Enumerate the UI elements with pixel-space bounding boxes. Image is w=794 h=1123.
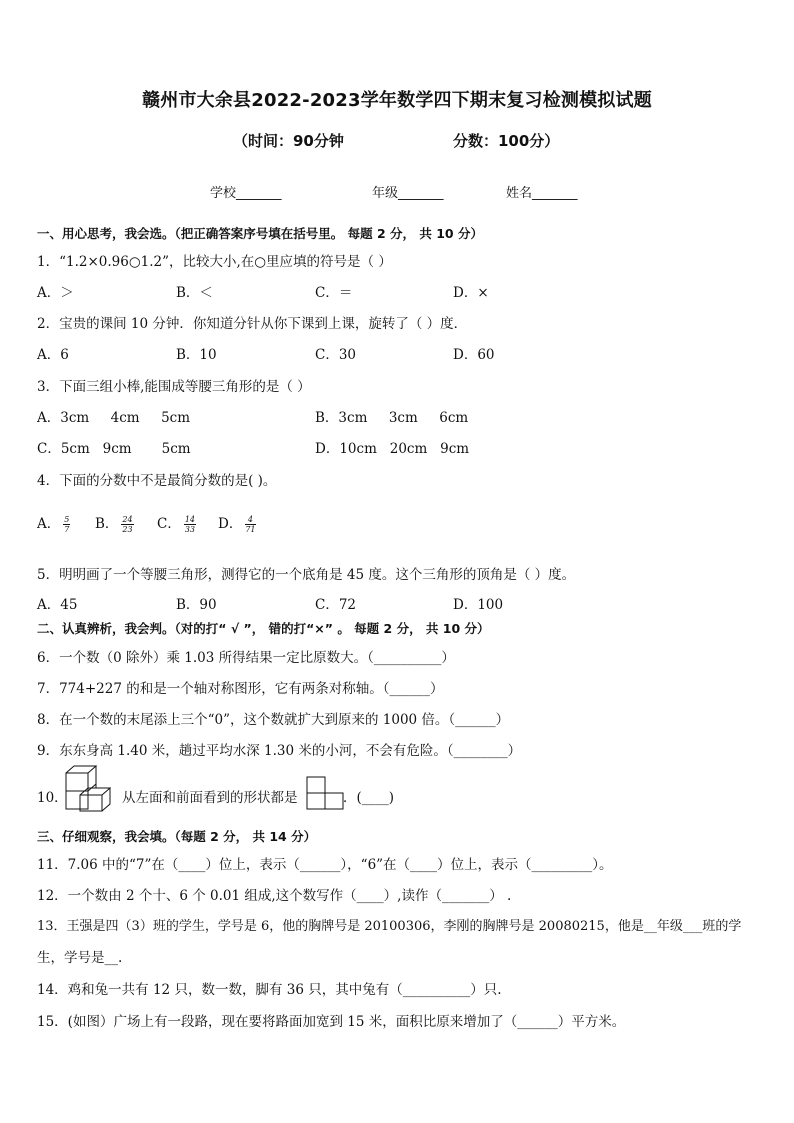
q4-fraction-b: $\frac{24}{23}$ (122, 515, 133, 534)
view-shape-figure (305, 775, 345, 811)
q5-option-d[interactable]: D．100 (453, 597, 504, 613)
section3-heading: 三、仔细观察，我会填。（每题 2 分， 共 14 分） (37, 829, 317, 844)
question-6: 6．一个数（0 除外）乘 1.03 所得结果一定比原数大。（__________） (37, 650, 455, 666)
q3-option-d[interactable]: D．10cm 20cm 9cm (315, 441, 470, 457)
question-12: 12．一个数由 2 个十、6 个 0.01 组成,这个数写作（____）,读作（_______） . (37, 888, 512, 904)
exam-time: （时间：90分钟 (233, 132, 344, 150)
q4-option-c[interactable] (157, 512, 196, 534)
q4-option-b-label: B． (95, 516, 119, 532)
question-9: 9．东东身高 1.40 米，趟过平均水深 1.30 米的小河，不会有危险。（________） (37, 743, 522, 759)
q5-option-a[interactable]: A．45 (37, 597, 78, 613)
q5-option-c[interactable]: C．72 (315, 597, 357, 613)
q4-option-d[interactable] (218, 512, 256, 534)
q3-option-a[interactable]: A．3cm 4cm 5cm (37, 410, 191, 426)
question-10-text: 从左面和前面看到的形状都是 (122, 790, 298, 806)
q2-option-d[interactable]: D．60 (453, 347, 495, 363)
question-5: 5．明明画了一个等腰三角形，测得它的一个底角是 45 度。这个三角形的顶角是（ ）度。 (37, 567, 576, 583)
q4-option-a-label: A． (37, 516, 61, 532)
question-3: 3．下面三组小棒,能围成等腰三角形的是（ ） (37, 379, 311, 395)
question-14: 14．鸡和兔一共有 12 只，数一数，脚有 36 只，其中兔有（__________）只. (37, 982, 502, 998)
q2-option-c[interactable]: C．30 (315, 347, 357, 363)
question-8: 8．在一个数的末尾添上三个“0”，这个数就扩大到原来的 1000 倍。（______） (37, 712, 510, 728)
question-10-answer: ．(____) (343, 790, 395, 806)
question-1: 1．“1.2×0.96○1.2”，比较大小,在○里应填的符号是（ ） (37, 254, 392, 270)
question-13-line1: 13．王强是四（3）班的学生，学号是 6，他的胸牌号是 20100306，李刚的胸牌号是 20080215，他是__年级___班的学 (37, 919, 742, 934)
q1-option-c[interactable]: C．＝ (315, 285, 353, 301)
section2-heading: 二、认真辨析，我会判。（对的打“ √ ”， 错的打“×” 。 每题 2 分， 共 10 分） (37, 621, 490, 636)
q3-option-c[interactable]: C．5cm 9cm 5cm (37, 441, 191, 457)
q4-fraction-a: $\frac{5}{7}$ (64, 515, 70, 534)
question-7: 7．774+227 的和是一个轴对称图形，它有两条对称轴。（______） (37, 681, 444, 697)
q4-option-c-label: C． (157, 516, 181, 532)
q4-fraction-d: $\frac{4}{71}$ (245, 515, 256, 534)
q2-option-b[interactable]: B．10 (176, 347, 217, 363)
q4-option-a[interactable] (37, 512, 70, 534)
q4-option-d-label: D． (218, 516, 243, 532)
section1-heading: 一、用心思考，我会选。（把正确答案序号填在括号里。 每题 2 分， 共 10 分） (37, 226, 483, 241)
q3-option-b[interactable]: B．3cm 3cm 6cm (315, 410, 469, 426)
school-field[interactable]: 学校_______ (210, 186, 282, 201)
name-field[interactable]: 姓名_______ (506, 186, 578, 201)
q2-option-a[interactable]: A．6 (37, 347, 69, 363)
question-4: 4．下面的分数中不是最简分数的是( )。 (37, 473, 277, 489)
question-15: 15．(如图）广场上有一段路，现在要将路面加宽到 15 米，面积比原来增加了（______）平方米。 (37, 1014, 626, 1030)
question-2: 2．宝贵的课间 10 分钟．你知道分针从你下课到上课，旋转了（ ）度． (37, 316, 468, 332)
q1-option-d[interactable]: D．× (453, 285, 489, 301)
q4-option-b[interactable] (95, 512, 134, 534)
question-10-number: 10． (37, 790, 68, 806)
page-title: 赣州市大余县2022-2023学年数学四下期末复习检测模拟试题 (142, 90, 652, 111)
q1-option-a[interactable]: A．＞ (37, 285, 74, 301)
q5-option-b[interactable]: B．90 (176, 597, 217, 613)
question-13-line2: 生，学号是__. (37, 950, 123, 966)
exam-score: 分数：100分） (453, 132, 560, 150)
q1-option-b[interactable]: B．＜ (176, 285, 213, 301)
grade-field[interactable]: 年级_______ (372, 186, 444, 201)
q4-fraction-c: $\frac{14}{33}$ (184, 515, 196, 534)
question-11: 11．7.06 中的“7”在（____）位上，表示（______），“6”在（____）位上，表示（_________）。 (37, 857, 613, 873)
cube-stack-figure (62, 763, 124, 813)
